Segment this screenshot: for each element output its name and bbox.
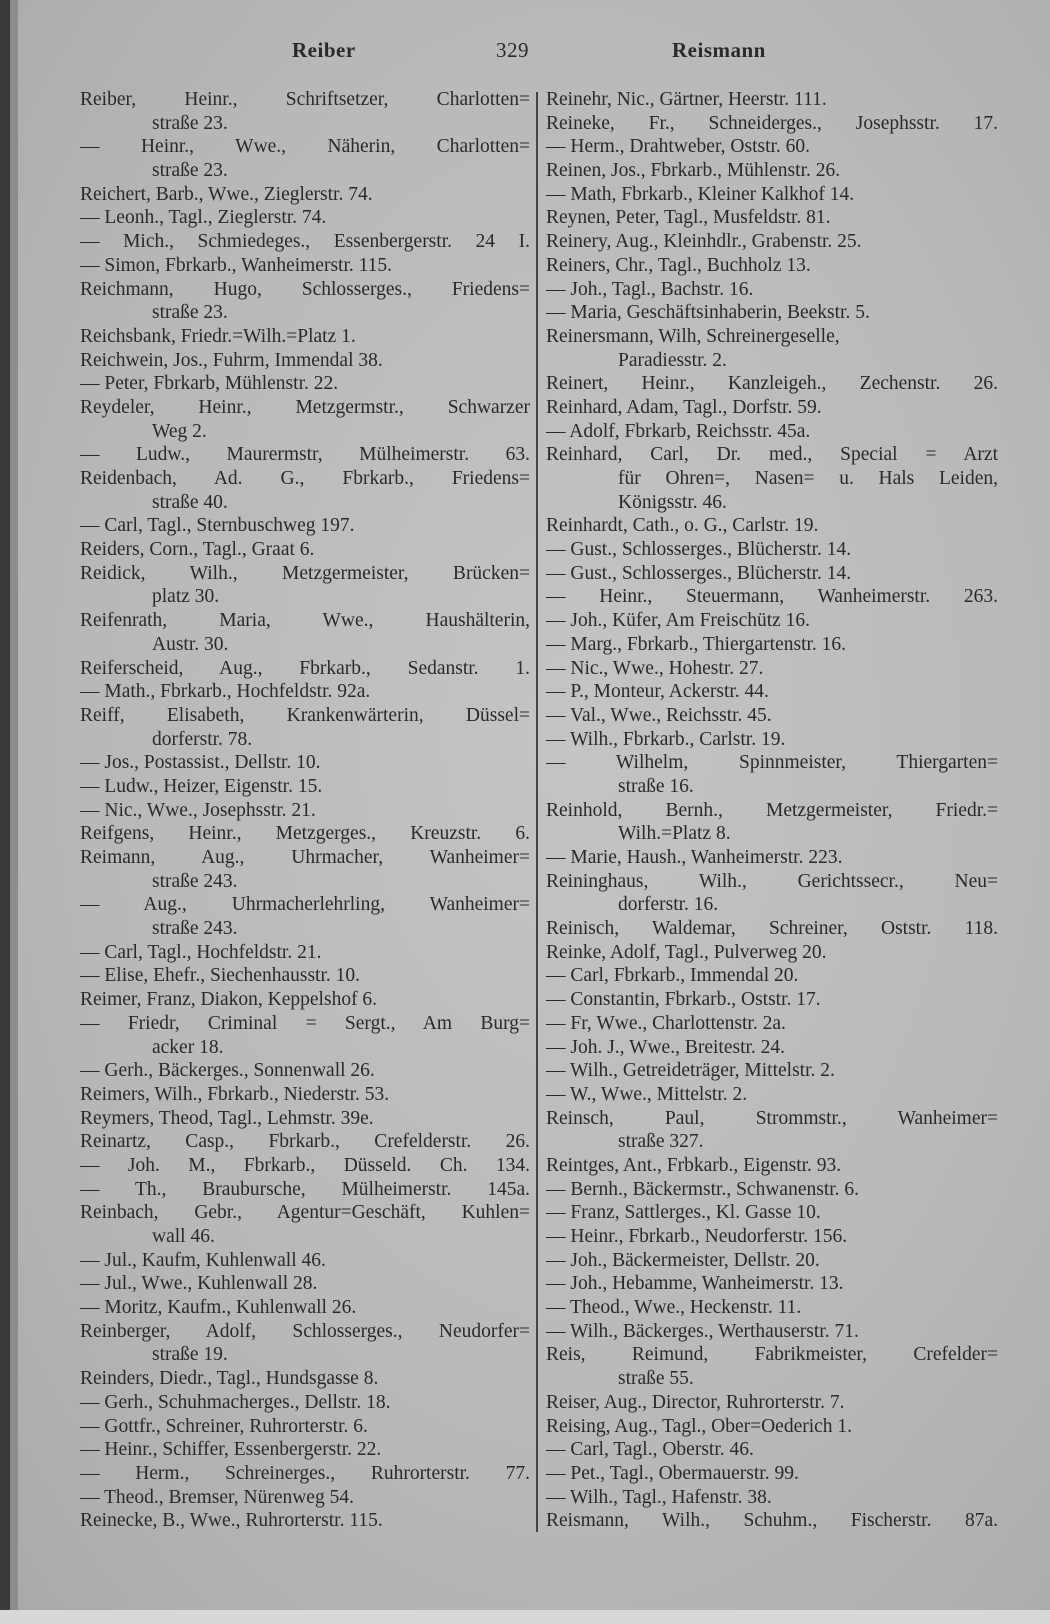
directory-entry-line: — Joh., Hebamme, Wanheimerstr. 13. xyxy=(546,1273,844,1295)
directory-entry-line: — Friedr, Criminal = Sergt., Am Burg= xyxy=(80,1012,530,1034)
directory-entry-line: Reimann, Aug., Uhrmacher, Wanheimer= xyxy=(80,847,530,868)
directory-entry-line: Reinhard, Adam, Tagl., Dorfstr. 59. xyxy=(546,396,822,418)
directory-entry-line: — Simon, Fbrkarb., Wanheimerstr. 115. xyxy=(80,254,393,276)
directory-entry-line: Reichsbank, Friedr.=Wilh.=Platz 1. xyxy=(80,325,356,347)
directory-entry-line: Reintges, Ant., Frbkarb., Eigenstr. 93. xyxy=(546,1154,842,1176)
directory-entry-line: Reifenrath, Maria, Wwe., Haushälterin, xyxy=(80,610,530,632)
directory-entry-line: Reis, Reimund, Fabrikmeister, Crefelder= xyxy=(546,1344,998,1366)
directory-entry-line: — Adolf, Fbrkarb, Reichsstr. 45a. xyxy=(546,420,811,442)
directory-entry-line: — Herm., Drahtweber, Oststr. 60. xyxy=(546,136,811,158)
directory-entry-line: — Carl, Fbrkarb., Immendal 20. xyxy=(546,965,799,987)
directory-entry-line: Reinhardt, Cath., o. G., Carlstr. 19. xyxy=(546,515,819,537)
directory-entry-line: Reimer, Franz, Diakon, Keppelshof 6. xyxy=(80,989,378,1011)
entry-continuation-line: für Ohren=, Nasen= u. Hals Leiden, xyxy=(618,468,998,489)
book-spine-shadow xyxy=(0,0,10,1624)
directory-entry-line: — Carl, Tagl., Oberstr. 46. xyxy=(546,1439,754,1461)
directory-entry-line: — Franz, Sattlerges., Kl. Gasse 10. xyxy=(546,1202,821,1224)
entry-continuation-line: dorferstr. 78. xyxy=(152,728,253,750)
directory-entry-line: — Math, Fbrkarb., Kleiner Kalkhof 14. xyxy=(546,183,855,205)
directory-entry-line: Reiners, Chr., Tagl., Buchholz 13. xyxy=(546,254,811,276)
page-number: 329 xyxy=(496,38,529,62)
directory-entry-line: Reiferscheid, Aug., Fbrkarb., Sedanstr. 1. xyxy=(80,657,530,679)
directory-entry-line: — Fr, Wwe., Charlottenstr. 2a. xyxy=(546,1012,786,1034)
directory-entry-line: — Ludw., Maurermstr, Mülheimerstr. 63. xyxy=(80,444,530,466)
directory-entry-line: — Carl, Tagl., Hochfeldstr. 21. xyxy=(80,941,322,963)
directory-entry-line: Reinhard, Carl, Dr. med., Special = Arzt xyxy=(546,444,998,466)
directory-entry-line: Reinke, Adolf, Tagl., Pulverweg 20. xyxy=(546,941,827,963)
directory-entry-line: Reinery, Aug., Kleinhdlr., Grabenstr. 25. xyxy=(546,231,862,253)
entry-continuation-line: acker 18. xyxy=(152,1036,224,1058)
directory-entry-line: — Marg., Fbrkarb., Thiergartenstr. 16. xyxy=(546,633,847,655)
directory-entry-line: Reinert, Heinr., Kanzleigeh., Zechenstr. 26. xyxy=(546,373,998,395)
directory-entry-line: Reidenbach, Ad. G., Fbrkarb., Friedens= xyxy=(80,468,530,489)
entry-continuation-line: platz 30. xyxy=(152,586,220,608)
directory-entry-line: Reising, Aug., Tagl., Ober=Oederich 1. xyxy=(546,1415,853,1437)
directory-entry-line: — Mich., Schmiedeges., Essenbergerstr. 24 I. xyxy=(80,231,530,253)
directory-entry-line: Reinberger, Adolf, Schlosserges., Neudorfer= xyxy=(80,1320,530,1342)
running-head-last-entry: Reismann xyxy=(672,38,766,62)
directory-entry-line: Reinisch, Waldemar, Schreiner, Oststr. 118. xyxy=(546,918,998,940)
directory-entry-line: Reiser, Aug., Director, Ruhrorterstr. 7. xyxy=(546,1391,845,1413)
directory-entry-line: — Gust., Schlosserges., Blücherstr. 14. xyxy=(546,539,852,561)
directory-entry-line: — Pet., Tagl., Obermauerstr. 99. xyxy=(546,1462,799,1484)
directory-entry-line: — Constantin, Fbrkarb., Oststr. 17. xyxy=(546,989,821,1011)
directory-entry-line: — Th., Braubursche, Mülheimerstr. 145a. xyxy=(80,1178,530,1200)
page-bottom-edge xyxy=(0,1610,1050,1624)
entry-continuation-line: straße 40. xyxy=(152,491,228,513)
entry-continuation-line: straße 23. xyxy=(152,302,228,324)
directory-entry-line: — Nic., Wwe., Hohestr. 27. xyxy=(546,657,764,679)
directory-entry-line: — Gerh., Bäckerges., Sonnenwall 26. xyxy=(80,1060,375,1082)
directory-entry-line: — Joh., Küfer, Am Freischütz 16. xyxy=(546,610,811,632)
directory-entry-line: — Maria, Geschäftsinhaberin, Beekstr. 5. xyxy=(546,302,870,324)
directory-entry-line: Reiders, Corn., Tagl., Graat 6. xyxy=(80,539,315,561)
directory-entry-line: — Val., Wwe., Reichsstr. 45. xyxy=(546,704,772,726)
entry-continuation-line: Wilh.=Platz 8. xyxy=(618,823,731,845)
directory-entry-line: Reynen, Peter, Tagl., Musfeldstr. 81. xyxy=(546,207,831,229)
directory-entry-line: — W., Wwe., Mittelstr. 2. xyxy=(546,1083,748,1105)
directory-entry-line: Reichert, Barb., Wwe., Zieglerstr. 74. xyxy=(80,183,373,205)
directory-entry-line: — Joh., Bäckermeister, Dellstr. 20. xyxy=(546,1249,820,1271)
directory-entry-line: — Jul., Kaufm, Kuhlenwall 46. xyxy=(80,1249,326,1271)
directory-entry-line: Reichmann, Hugo, Schlosserges., Friedens= xyxy=(80,278,530,300)
left-column xyxy=(80,88,530,1533)
directory-entry-line: — Marie, Haush., Wanheimerstr. 223. xyxy=(546,847,843,868)
entry-continuation-line: Paradiesstr. 2. xyxy=(618,349,727,371)
directory-entry-line: Reichwein, Jos., Fuhrm, Immendal 38. xyxy=(80,349,383,371)
directory-entry-line: — Joh. M., Fbrkarb., Düsseld. Ch. 134. xyxy=(80,1154,530,1176)
directory-entry-line: — Gust., Schlosserges., Blücherstr. 14. xyxy=(546,562,852,584)
entry-continuation-line: straße 19. xyxy=(152,1344,228,1366)
directory-entry-line: Reismann, Wilh., Schuhm., Fischerstr. 87a. xyxy=(546,1510,998,1532)
directory-entry-line: Reinbach, Gebr., Agentur=Geschäft, Kuhlen= xyxy=(80,1202,530,1224)
entry-continuation-line: Austr. 30. xyxy=(152,633,229,655)
directory-entry-line: Reymers, Theod, Tagl., Lehmstr. 39e. xyxy=(80,1107,374,1129)
directory-entry-line: Reiff, Elisabeth, Krankenwärterin, Düssel= xyxy=(80,704,530,726)
directory-entry-line: Reifgens, Heinr., Metzgerges., Kreuzstr. 6. xyxy=(80,823,530,845)
directory-entry-line: Reinhold, Bernh., Metzgermeister, Friedr.= xyxy=(546,799,998,821)
entry-continuation-line: straße 243. xyxy=(152,870,238,892)
directory-entry-line: — Carl, Tagl., Sternbuschweg 197. xyxy=(80,515,355,537)
directory-entry-line: Reinehr, Nic., Gärtner, Heerstr. 111. xyxy=(546,89,827,110)
entry-continuation-line: straße 23. xyxy=(152,112,228,134)
entry-continuation-line: straße 23. xyxy=(152,160,228,182)
directory-entry-line: — Gottfr., Schreiner, Ruhrorterstr. 6. xyxy=(80,1415,368,1437)
directory-entry-line: — Wilhelm, Spinnmeister, Thiergarten= xyxy=(546,752,998,774)
directory-entry-line: — Wilh., Bäckerges., Werthauserstr. 71. xyxy=(546,1320,859,1342)
entry-continuation-line: wall 46. xyxy=(152,1226,215,1247)
directory-entry-line: Reinersmann, Wilh, Schreinergeselle, xyxy=(546,325,840,347)
right-column xyxy=(546,88,998,1533)
directory-entry-line: — Joh. J., Wwe., Breitestr. 24. xyxy=(546,1036,786,1058)
directory-entry-line: Reinders, Diedr., Tagl., Hundsgasse 8. xyxy=(80,1368,379,1390)
entry-continuation-line: Königsstr. 46. xyxy=(618,491,727,513)
entry-continuation-line: straße 243. xyxy=(152,918,238,940)
directory-entry-line: — Wilh., Fbrkarb., Carlstr. 19. xyxy=(546,728,786,750)
directory-entry-line: — Nic., Wwe., Josephsstr. 21. xyxy=(80,799,316,821)
directory-entry-line: — Herm., Schreinerges., Ruhrorterstr. 77. xyxy=(80,1462,530,1484)
directory-entry-line: Reinsch, Paul, Strommstr., Wanheimer= xyxy=(546,1107,998,1129)
directory-entry-line: — Jul., Wwe., Kuhlenwall 28. xyxy=(80,1273,318,1295)
column-divider xyxy=(536,92,538,1532)
directory-entry-line: — Wilh., Tagl., Hafenstr. 38. xyxy=(546,1486,772,1508)
directory-entry-line: — Heinr., Fbrkarb., Neudorferstr. 156. xyxy=(546,1226,848,1247)
directory-entry-line: — Heinr., Wwe., Näherin, Charlotten= xyxy=(80,136,530,158)
directory-entry-line: Reimers, Wilh., Fbrkarb., Niederstr. 53. xyxy=(80,1083,390,1105)
directory-entry-line: Reinecke, B., Wwe., Ruhrorterstr. 115. xyxy=(80,1510,383,1532)
directory-entry-line: Reydeler, Heinr., Metzgermstr., Schwarzer xyxy=(80,396,530,418)
directory-entry-line: — Math., Fbrkarb., Hochfeldstr. 92a. xyxy=(80,681,371,703)
directory-entry-line: — Theod., Wwe., Heckenstr. 11. xyxy=(546,1297,802,1319)
directory-entry-line: — Ludw., Heizer, Eigenstr. 15. xyxy=(80,775,323,797)
directory-entry-line: Reinartz, Casp., Fbrkarb., Crefelderstr. 26. xyxy=(80,1131,530,1153)
page-edge xyxy=(10,0,18,1624)
directory-entry-line: — Heinr., Schiffer, Essenbergerstr. 22. xyxy=(80,1439,382,1461)
running-head-first-entry: Reiber xyxy=(292,38,356,62)
entry-continuation-line: straße 327. xyxy=(618,1131,704,1153)
directory-entry-line: Reineke, Fr., Schneiderges., Josephsstr. 17. xyxy=(546,112,998,134)
directory-entry-line: — Jos., Postassist., Dellstr. 10. xyxy=(80,752,321,774)
directory-entry-line: — Leonh., Tagl., Zieglerstr. 74. xyxy=(80,207,327,229)
directory-entry-line: — Heinr., Steuermann, Wanheimerstr. 263. xyxy=(546,586,998,608)
entry-continuation-line: straße 16. xyxy=(618,775,694,797)
directory-entry-line: — Gerh., Schuhmacherges., Dellstr. 18. xyxy=(80,1391,391,1413)
entry-continuation-line: dorferstr. 16. xyxy=(618,894,719,916)
entry-continuation-line: Weg 2. xyxy=(152,420,207,442)
directory-entry-line: Reinen, Jos., Fbrkarb., Mühlenstr. 26. xyxy=(546,160,841,182)
directory-entry-line: — Peter, Fbrkarb, Mühlenstr. 22. xyxy=(80,373,339,395)
directory-entry-line: — Bernh., Bäckermstr., Schwanenstr. 6. xyxy=(546,1178,860,1200)
directory-entry-line: — P., Monteur, Ackerstr. 44. xyxy=(546,681,769,703)
directory-entry-line: — Theod., Bremser, Nürenweg 54. xyxy=(80,1486,354,1508)
directory-entry-line: — Wilh., Getreideträger, Mittelstr. 2. xyxy=(546,1060,835,1082)
entry-continuation-line: straße 55. xyxy=(618,1368,694,1390)
directory-entry-line: Reiber, Heinr., Schriftsetzer, Charlotten= xyxy=(80,89,530,110)
directory-entry-line: — Joh., Tagl., Bachstr. 16. xyxy=(546,278,754,300)
directory-entry-line: Reidick, Wilh., Metzgermeister, Brücken= xyxy=(80,562,530,584)
directory-entry-line: — Moritz, Kaufm., Kuhlenwall 26. xyxy=(80,1297,357,1319)
directory-entry-line: Reininghaus, Wilh., Gerichtssecr., Neu= xyxy=(546,870,998,892)
directory-entry-line: — Elise, Ehefr., Siechenhausstr. 10. xyxy=(80,965,360,987)
directory-entry-line: — Aug., Uhrmacherlehrling, Wanheimer= xyxy=(80,894,530,916)
